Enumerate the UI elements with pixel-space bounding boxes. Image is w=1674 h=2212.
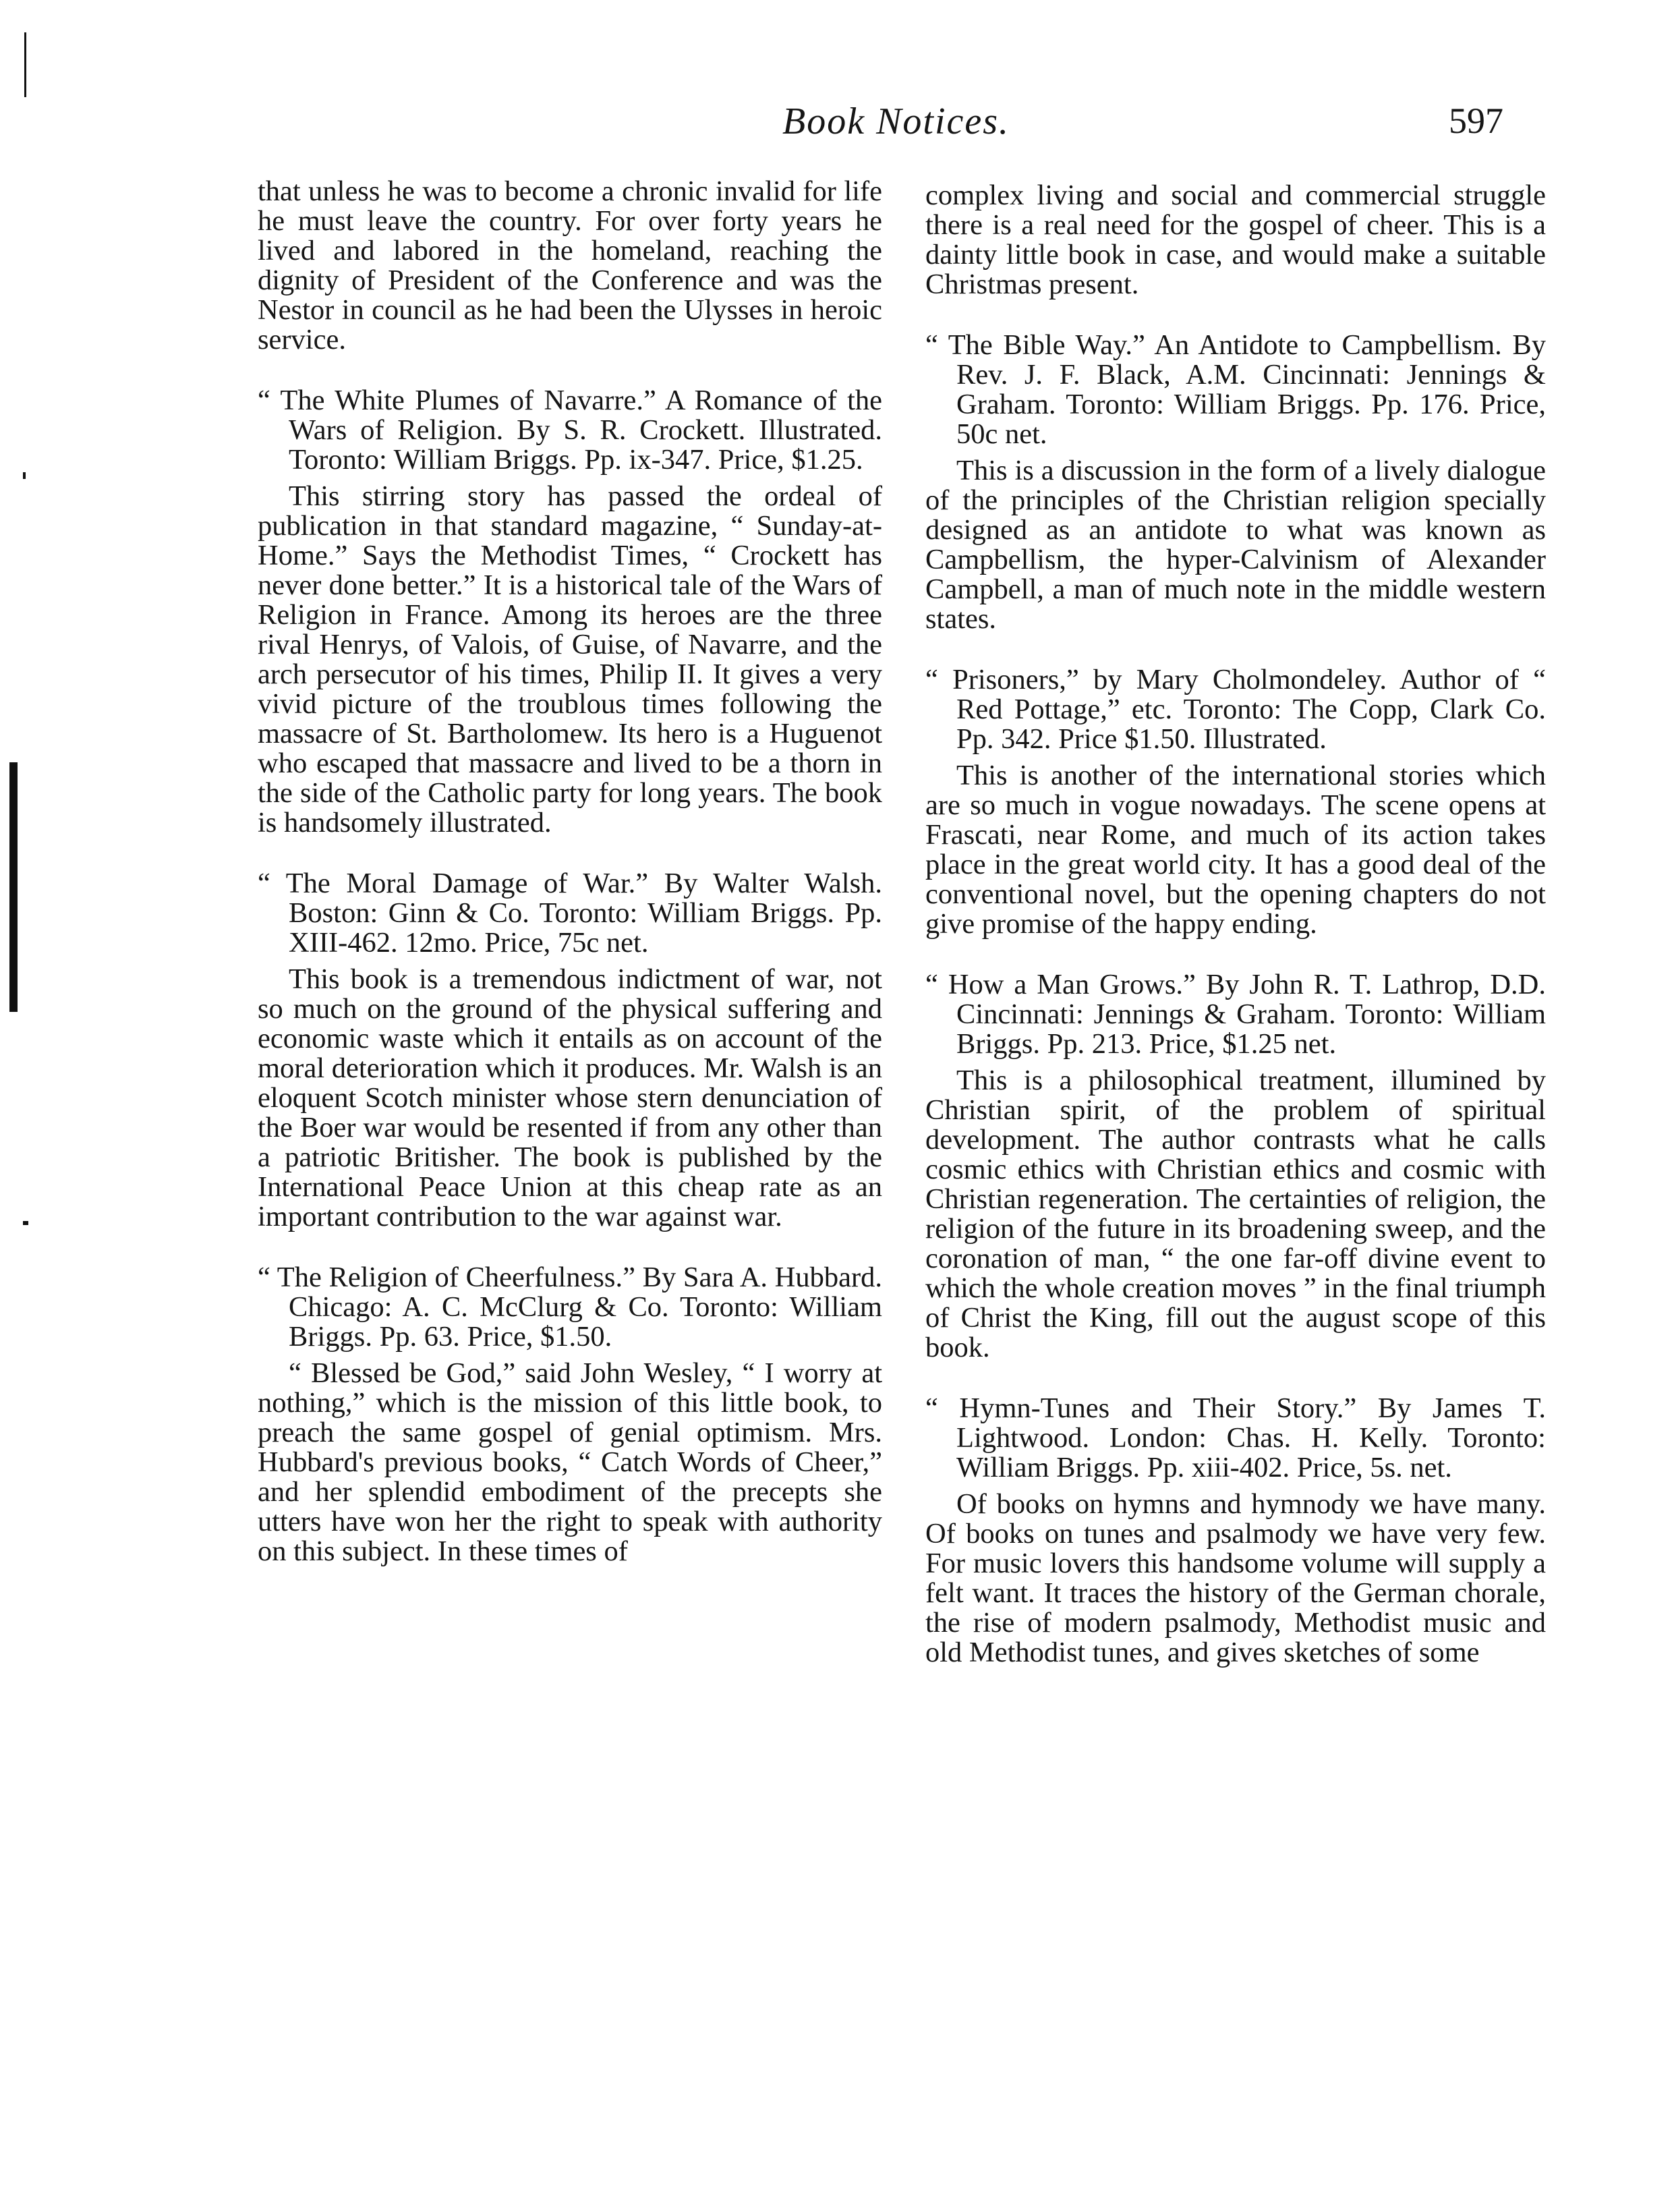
review-paragraph: This is a discussion in the form of a lively dialogue of the principles of the Christian religion specially designed as an antidote to what was known as Campbellism, the hyper-Calvinism of Alexander Campbell, a man of much note in the middle western states. [925, 455, 1546, 635]
paragraph: that unless he was to become a chronic invalid for life he must leave the country. For over forty years he lived and labored in the homeland, reaching the dignity of President of the Conference and was the Nestor in council as he had been the Ulysses in heroic service. [258, 175, 882, 356]
book-citation: “ The White Plumes of Navarre.” A Romance of the Wars of Religion. By S. R. Crockett. Illustrated. Toronto: William Briggs. Pp. ix-347. Price, $1.25. [258, 385, 882, 476]
review-paragraph: This is a philosophical treatment, illumined by Christian spirit, of the problem of spiritual development. The author contrasts what he calls cosmic ethics with Christian ethics and cosmic with Christian regeneration. The certainties of religion, the religion of the future in its broadening sweep, and the coronation of man, “ the one far-off divine event to which the whole creation moves ” in the final triumph of Christ the King, fill out the august scope of this book. [925, 1065, 1546, 1363]
running-title: Book Notices. [782, 101, 1010, 142]
book-citation: “ The Moral Damage of War.” By Walter Walsh. Boston: Ginn & Co. Toronto: William Briggs. Pp. XIII-462. 12mo. Price, 75c net. [258, 868, 882, 959]
book-citation: “ Prisoners,” by Mary Cholmondeley. Author of “ Red Pottage,” etc. Toronto: The Copp, Clark Co. Pp. 342. Price $1.50. Illustrated. [925, 664, 1546, 755]
margin-bar [9, 762, 18, 1012]
review-paragraph: “ Blessed be God,” said John Wesley, “ I worry at nothing,” which is the mission of this little book, to preach the same gospel of genial optimism. Mrs. Hubbard's previous books, “ Catch Words of Cheer,” and her splendid embodiment of the precepts she utters have won her the right to speak with authority on this subject. In these times of [258, 1357, 882, 1567]
book-citation: “ Hymn-Tunes and Their Story.” By James T. Lightwood. London: Chas. H. Kelly. Toronto: William Briggs. Pp. xiii-402. Price, 5s. net. [925, 1392, 1546, 1483]
book-citation: “ The Bible Way.” An Antidote to Campbellism. By Rev. J. F. Black, A.M. Cincinnati: Jennings & Graham. Toronto: William Briggs. Pp. 176. Price, 50c net. [925, 329, 1546, 450]
right-column [925, 181, 1546, 1668]
book-citation: “ How a Man Grows.” By John R. T. Lathrop, D.D. Cincinnati: Jennings & Graham. Toronto: William Briggs. Pp. 213. Price, $1.25 net. [925, 969, 1546, 1060]
margin-tick [23, 472, 26, 479]
review-paragraph: This stirring story has passed the ordeal of publication in that standard magazine, “ Sunday-at-Home.” Says the Methodist Times, “ Crockett has never done better.” It is a historical tale of the Wars of Religion in France. Among its heroes are the three rival Henrys, of Valois, of Guise, of Navarre, and the arch persecutor of his times, Philip II. It gives a very vivid picture of the troublous times following the massacre of St. Bartholomew. Its hero is a Huguenot who escaped that massacre and lived to be a thorn in the side of the Catholic party for long years. The book is handsomely illustrated. [258, 480, 882, 839]
left-column [258, 177, 882, 1566]
review-paragraph: Of books on hymns and hymnody we have many. Of books on tunes and psalmody we have very few. For music lovers this handsome volume will supply a felt want. It traces the history of the German chorale, the rise of modern psalmody, Methodist music and old Methodist tunes, and gives sketches of some [925, 1488, 1546, 1668]
paragraph: complex living and social and commercial struggle there is a real need for the gospel of cheer. This is a dainty little book in case, and would make a suitable Christmas present. [925, 179, 1546, 300]
review-paragraph: This is another of the international stories which are so much in vogue nowadays. The scene opens at Frascati, near Rome, and much of its action takes place in the great world city. It has a good deal of the conventional novel, but the opening chapters do not give promise of the happy ending. [925, 760, 1546, 940]
margin-tick [23, 1221, 28, 1225]
page-number: 597 [1449, 101, 1503, 141]
book-citation: “ The Religion of Cheerfulness.” By Sara A. Hubbard. Chicago: A. C. McClurg & Co. Toronto: William Briggs. Pp. 63. Price, $1.50. [258, 1261, 882, 1353]
margin-tick [24, 32, 26, 97]
review-paragraph: This book is a tremendous indictment of war, not so much on the ground of the physical suffering and economic waste which it entails as on account of the moral deterioration which it produces. Mr. Walsh is an eloquent Scotch minister whose stern denunciation of the Boer war would be resented if from any other than a patriotic Britisher. The book is published by the International Peace Union at this cheap rate as an important contribution to the war against war. [258, 963, 882, 1232]
